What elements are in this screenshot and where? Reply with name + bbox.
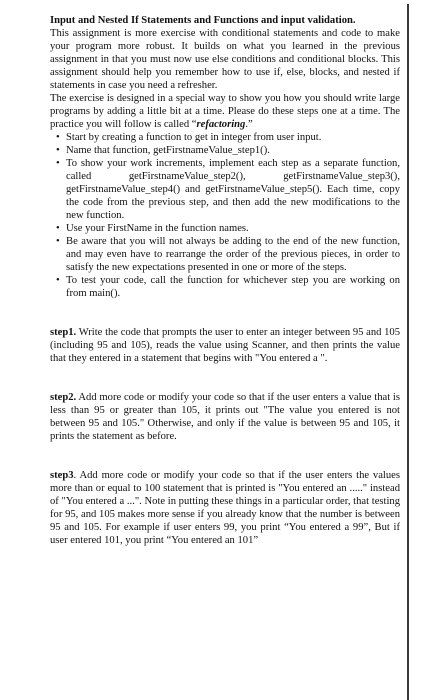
intro-paragraph-1: This assignment is more exercise with conditional statements and code to make your program more robust. It builds on what you learned in the previous assignment in that you must now use else conditions and conditional blocks. This assignment should help you remember how to use if, else, blocks, and nested if statements in case you need a refresher. bbox=[50, 28, 400, 91]
refactoring-term: refactoring bbox=[196, 119, 246, 130]
step2-paragraph bbox=[50, 391, 400, 443]
bullet-item: • To show your work increments, implement each step as a separate function, called getFirstnameValue_step2(), getFirstnameValue_step3(), getFirstnameValue_step4() and getFirstnameValue_step5(). Each time, copy the code from the previous step, and then add the new modifications to the new function. bbox=[56, 157, 400, 222]
bullet-item: • To test your code, call the function for whichever step you are working on from main(). bbox=[56, 274, 400, 300]
bullet-item: • Name that function, getFirstnameValue_step1(). bbox=[56, 144, 400, 157]
step1-text: Write the code that prompts the user to enter an integer between 95 and 105 (including 95 and 105), reads the value using Scanner, and then prints the value that they entered in a statement that begins with "You entered a ". bbox=[50, 327, 400, 364]
bullet-item: • Be aware that you will not always be adding to the end of the new function, and may even have to rearrange the order of the previous pieces, in order to satisfy the new expectations presented in one or more of the steps. bbox=[56, 235, 400, 274]
document-title: Input and Nested If Statements and Functions and input validation. bbox=[50, 15, 356, 26]
step1-paragraph bbox=[50, 326, 400, 365]
instruction-bullet-list bbox=[50, 131, 400, 300]
step3-paragraph bbox=[50, 469, 400, 547]
page-edge-rule bbox=[407, 4, 409, 700]
step1-label: step1. bbox=[50, 327, 77, 338]
intro2-text-start: The exercise is designed in a special way to show you how you should write large programs by adding a little bit at a time. Please do these steps one at a time. The practice you will follow is called “ bbox=[50, 93, 400, 130]
step2-label: step2. bbox=[50, 392, 77, 403]
step3-text: . Add more code or modify your code so that if the user enters the values more than or equal to 100 statement that is printed is "You entered an ....." instead of "You entered a ...". Note in putting these things in a particular order, that testing for 95, and 105 makes more sense if you already know that the number is between 95 and 105. For example if user enters 99, you print “You entered a 99”, But if user entered 101, you print “You entered an 101” bbox=[50, 470, 400, 546]
step2-text: Add more code or modify your code so that if the user enters a value that is less than 95 or greater than 105, it prints out "The value you entered is not between 95 and 105." Otherwise, and only if the value is between 95 and 105, it prints the statement as before. bbox=[50, 392, 400, 442]
intro-paragraph-2 bbox=[50, 92, 400, 131]
intro2-text-end: .” bbox=[245, 119, 253, 130]
bullet-item: • Use your FirstName in the function names. bbox=[56, 222, 400, 235]
bullet-item: • Start by creating a function to get in integer from user input. bbox=[56, 131, 400, 144]
document-body bbox=[50, 14, 400, 547]
step3-label: step3 bbox=[50, 470, 74, 481]
